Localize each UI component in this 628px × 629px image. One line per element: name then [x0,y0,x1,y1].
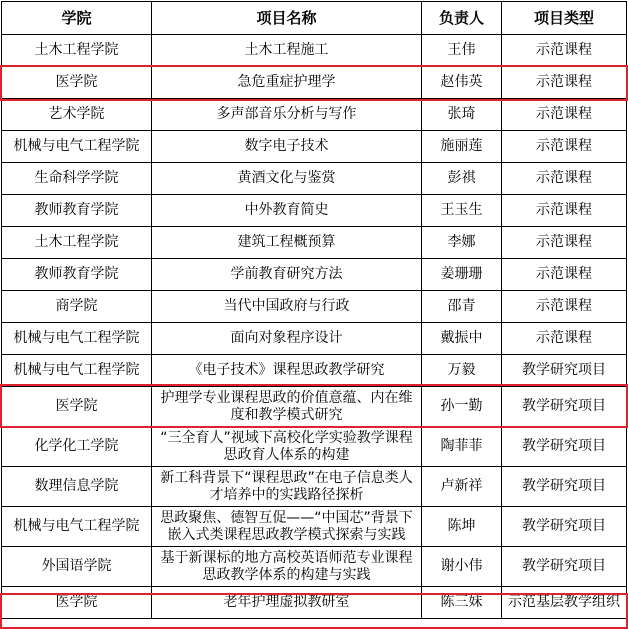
table-row [2,67,627,99]
cell-project-type: 示范课程 [502,259,627,291]
cell-college: 艺术学院 [2,99,152,131]
cell-project-type: 教学研究项目 [502,387,627,427]
table-row [2,507,627,547]
cell-person: 李娜 [422,227,502,259]
cell-person: 万毅 [422,355,502,387]
cell-person: 王伟 [422,35,502,67]
cell-project-name: 护理学专业课程思政的价值意蕴、内在维度和教学模式研究 [152,387,422,427]
cell-project-name: 《电子技术》课程思政教学研究 [152,355,422,387]
cell-person: 姜珊珊 [422,259,502,291]
table-row [2,387,627,427]
cell-college: 医学院 [2,387,152,427]
cell-project-type: 示范课程 [502,163,627,195]
project-table [1,1,627,619]
cell-person: 邵青 [422,291,502,323]
cell-college: 土木工程学院 [2,227,152,259]
cell-project-type: 示范课程 [502,99,627,131]
cell-project-name: 多声部音乐分析与写作 [152,99,422,131]
cell-college: 医学院 [2,587,152,619]
cell-person: 卢新祥 [422,467,502,507]
cell-college: 机械与电气工程学院 [2,131,152,163]
cell-college: 土木工程学院 [2,35,152,67]
header-college: 学院 [2,2,152,35]
cell-project-type: 示范课程 [502,131,627,163]
cell-person: 孙一勤 [422,387,502,427]
cell-college: 生命科学学院 [2,163,152,195]
table-row [2,427,627,467]
cell-project-type: 教学研究项目 [502,547,627,587]
cell-project-type: 示范课程 [502,67,627,99]
cell-project-name: 当代中国政府与行政 [152,291,422,323]
cell-project-name: 基于新课标的地方高校英语师范专业课程思政教学体系的构建与实践 [152,547,422,587]
table-row [2,195,627,227]
cell-person: 陶菲菲 [422,427,502,467]
cell-person: 陈坤 [422,507,502,547]
cell-project-type: 示范课程 [502,227,627,259]
cell-project-type: 教学研究项目 [502,427,627,467]
cell-person: 王玉生 [422,195,502,227]
cell-project-name: 学前教育研究方法 [152,259,422,291]
table-header-row [2,2,627,35]
cell-project-type: 教学研究项目 [502,507,627,547]
cell-project-name: 数字电子技术 [152,131,422,163]
cell-project-name: 面向对象程序设计 [152,323,422,355]
cell-college: 教师教育学院 [2,195,152,227]
table-row [2,587,627,619]
cell-college: 机械与电气工程学院 [2,507,152,547]
cell-person: 戴振中 [422,323,502,355]
cell-college: 外国语学院 [2,547,152,587]
cell-project-name: 中外教育简史 [152,195,422,227]
cell-project-type: 示范课程 [502,323,627,355]
cell-project-name: 建筑工程概预算 [152,227,422,259]
cell-project-type: 教学研究项目 [502,355,627,387]
table-row [2,131,627,163]
cell-project-type: 示范课程 [502,35,627,67]
table-row [2,227,627,259]
table-row [2,99,627,131]
header-project-type: 项目类型 [502,2,627,35]
cell-person: 施丽莲 [422,131,502,163]
cell-project-name: 土木工程施工 [152,35,422,67]
cell-college: 数理信息学院 [2,467,152,507]
cell-project-name: “三全育人”视域下高校化学实验教学课程思政育人体系的构建 [152,427,422,467]
header-person-in-charge: 负责人 [422,2,502,35]
table-row [2,163,627,195]
cell-college: 化学化工学院 [2,427,152,467]
table-row [2,259,627,291]
cell-project-type: 示范基层教学组织 [502,587,627,619]
cell-project-name: 黄酒文化与鉴赏 [152,163,422,195]
cell-project-type: 示范课程 [502,195,627,227]
cell-project-name: 老年护理虚拟教研室 [152,587,422,619]
cell-person: 张琦 [422,99,502,131]
table-row [2,35,627,67]
cell-college: 机械与电气工程学院 [2,323,152,355]
table-row [2,291,627,323]
cell-college: 商学院 [2,291,152,323]
cell-college: 医学院 [2,67,152,99]
cell-project-type: 教学研究项目 [502,467,627,507]
cell-project-name: 思政聚焦、德智互促——“中国芯”背景下嵌入式类课程思政教学模式探索与实践 [152,507,422,547]
header-project-name: 项目名称 [152,2,422,35]
cell-person: 赵伟英 [422,67,502,99]
table-row [2,355,627,387]
cell-person: 陈三妹 [422,587,502,619]
cell-person: 谢小伟 [422,547,502,587]
cell-college: 机械与电气工程学院 [2,355,152,387]
table-row [2,547,627,587]
cell-person: 彭祺 [422,163,502,195]
cell-college: 教师教育学院 [2,259,152,291]
cell-project-name: 新工科背景下“课程思政”在电子信息类人才培养中的实践路径探析 [152,467,422,507]
cell-project-type: 示范课程 [502,291,627,323]
cell-project-name: 急危重症护理学 [152,67,422,99]
table-row [2,323,627,355]
table-row [2,467,627,507]
